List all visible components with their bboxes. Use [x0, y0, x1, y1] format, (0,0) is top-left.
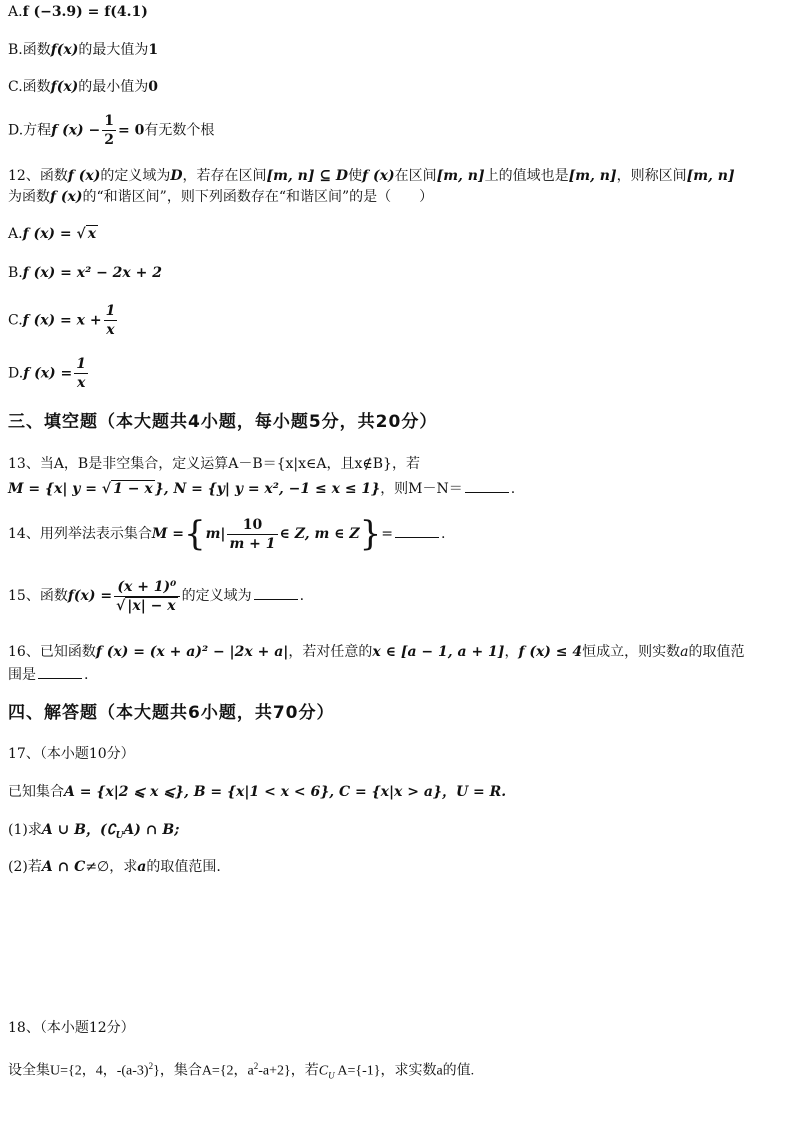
q17-part1	[8, 820, 179, 846]
option-label: C.函数	[8, 79, 51, 95]
numerator: 10	[242, 516, 263, 533]
q16-line1	[8, 642, 745, 662]
fraction	[74, 355, 88, 392]
q16-line2	[8, 664, 88, 685]
complement-symbol: C	[318, 1063, 329, 1079]
math-expression: M =	[151, 526, 184, 542]
sqrt-radicand: |x| − x	[127, 597, 176, 614]
option-text: 的最小值为	[78, 79, 149, 95]
q11-option-a	[8, 2, 148, 22]
section-3-heading: 三、填空题（本大题共4小题，每小题5分，共20分）	[8, 412, 438, 432]
sqrt-radicand: x	[87, 226, 97, 242]
math-expression: f (x) ≤ 4	[518, 644, 583, 660]
math-expression: f (x) =	[22, 226, 77, 242]
math-expression: = 0	[118, 122, 145, 139]
math-expression: f (x)	[67, 168, 101, 184]
q17-line1	[8, 782, 506, 802]
text: =	[381, 526, 394, 542]
q13-line1	[8, 454, 420, 474]
math-expression: f (x)	[50, 189, 83, 205]
text: 的“和谐区间”，则下列函数存在“和谐区间”的是（ ）	[82, 189, 434, 205]
text: ，若存在区间	[182, 168, 267, 184]
option-label: B.函数	[8, 42, 51, 58]
text: 15、函数	[8, 588, 68, 604]
q11-option-d	[8, 112, 214, 149]
denominator: x	[104, 320, 118, 339]
denominator: 2	[104, 132, 115, 148]
text: 的取值范围.	[146, 859, 221, 875]
text: 已知集合	[8, 784, 64, 800]
q12-option-a: A.f (x) = √ x	[8, 226, 97, 242]
text: 为函数	[8, 189, 50, 205]
math-expression: M = {x| y =	[8, 481, 102, 497]
q12-stem-line2	[8, 187, 433, 207]
math-value: 0	[148, 79, 159, 95]
q15-line	[8, 574, 304, 618]
math-expression: m|	[205, 526, 226, 542]
math-expression: f (x)	[362, 168, 395, 184]
fraction	[227, 516, 277, 553]
math-expression: f (x) =	[23, 365, 73, 382]
text: 上的值域也是	[484, 168, 569, 184]
sqrt-radicand: 1 − x	[113, 481, 153, 497]
q11-option-c	[8, 77, 158, 97]
math-expression: [m, n]	[436, 168, 485, 184]
option-label: A.	[8, 226, 23, 242]
text: 在区间	[394, 168, 437, 184]
math-expression: A = {x|2 ⩽ x ⩽}, B = {x|1 < x < 6}, C = {x|x > a}，U = R.	[64, 784, 507, 800]
math-expression: A) ∩ B;	[123, 822, 180, 838]
answer-blank[interactable]	[465, 478, 509, 493]
text: ，	[504, 644, 519, 660]
fraction	[104, 302, 118, 339]
text: ，若对任意的	[288, 644, 373, 660]
option-label: D.	[8, 365, 24, 382]
math-variable: a	[680, 644, 689, 660]
math-expression: D	[170, 168, 183, 184]
text: ，则称区间	[616, 168, 687, 184]
math-expression: f (x) = x² − 2x + 2	[22, 265, 162, 281]
text: .	[84, 667, 89, 683]
fraction	[102, 112, 116, 149]
answer-blank[interactable]	[254, 585, 298, 600]
text: 围是	[8, 667, 36, 683]
answer-blank[interactable]	[38, 664, 82, 679]
text: 设全集U={2，4，-(a-3)	[8, 1063, 149, 1079]
math-expression: ∈ Z, m ∈ Z	[279, 526, 360, 542]
section-4-heading: 四、解答题（本大题共6小题，共70分）	[8, 703, 335, 723]
q12-option-d	[8, 355, 90, 392]
option-label: A.	[8, 4, 23, 20]
math-expression: [m, n] ⊆ D	[266, 168, 349, 184]
text: 16、已知函数	[8, 644, 96, 660]
text: 14、用列举法表示集合	[8, 526, 152, 542]
denominator: m + 1	[229, 535, 276, 552]
text: -a+2}，若	[258, 1063, 319, 1079]
text: (2)若	[8, 859, 42, 875]
q12-option-c	[8, 302, 119, 339]
math-value: 1	[148, 42, 159, 58]
numerator: 1	[104, 113, 115, 129]
text: 的定义域为	[100, 168, 171, 184]
math-expression: f (−3.9) = f(4.1)	[22, 4, 148, 20]
option-label: B.	[8, 265, 23, 281]
option-text: 的最大值为	[78, 42, 149, 58]
text: 恒成立，则实数	[582, 644, 681, 660]
math-expression: f(x)	[50, 42, 79, 58]
denominator: x	[74, 373, 88, 392]
math-expression: [m, n]	[568, 168, 617, 184]
math-expression: f (x) −	[51, 122, 101, 139]
q14-line: 14、用列举法表示集合M ={m| $\frac{10}{m + 1}$ ∈ Z, m ∈ Z}= .	[8, 514, 446, 554]
subscript: U	[115, 830, 124, 841]
numerator: 1	[105, 303, 116, 319]
q17-part2	[8, 857, 221, 877]
option-label: C.	[8, 312, 23, 329]
q13-line2: M = {x| y = √ 1 − x }, N = {y| y = x², −1 ≤ x ≤ 1}，则M－N＝ .	[8, 478, 515, 499]
math-expression: f (x) = (x + a)² − |2x + a|	[95, 644, 289, 660]
math-expression: f(x) =	[67, 588, 113, 604]
numerator: (x + 1)⁰	[117, 578, 177, 595]
q18-title: 18、（本小题12分）	[8, 1020, 135, 1036]
fraction: $\frac{\text{(x + 1)⁰}}{√ |x| - x}$	[114, 578, 180, 615]
text: .	[510, 481, 516, 497]
math-expression: f(x)	[50, 79, 79, 95]
text: 使	[348, 168, 363, 184]
math-expression: A ∩ C	[41, 859, 86, 875]
text: ≠∅，求	[85, 859, 138, 875]
math-expression: x ∈ [a − 1, a + 1]	[372, 644, 505, 660]
option-text: 有无数个根	[144, 122, 215, 139]
text: }，集合A={2，a	[153, 1063, 254, 1079]
q18-line1	[8, 1056, 474, 1085]
superscript: 2	[253, 1061, 259, 1071]
text: 12、函数	[8, 168, 68, 184]
superscript: 2	[148, 1061, 154, 1071]
option-label: D.方程	[8, 122, 52, 139]
text: (1)求	[8, 822, 42, 838]
q11-option-b	[8, 40, 158, 60]
text: A={-1}，求实数a的值.	[334, 1063, 475, 1079]
q12-stem-line1	[8, 166, 735, 186]
text: .	[441, 526, 446, 542]
numerator: 1	[76, 356, 87, 372]
math-expression: A ∪ B，(∁	[41, 822, 116, 838]
text: 的定义域为	[181, 588, 252, 604]
math-expression: f (x) = x +	[22, 312, 102, 329]
math-expression: [m, n]	[686, 168, 735, 184]
text: 13、当A，B是非空集合，定义运算A－B＝{x|x∈A，且x∉B}，若	[8, 456, 420, 472]
text: ，则M－N＝	[380, 481, 463, 497]
math-variable: a	[137, 859, 147, 875]
text: .	[299, 588, 305, 604]
text: 的取值范	[688, 644, 745, 660]
answer-blank[interactable]	[395, 523, 439, 538]
q17-title: 17、（本小题10分）	[8, 746, 135, 762]
q12-option-b	[8, 263, 162, 283]
subscript: U	[328, 1070, 335, 1081]
math-expression: }, N = {y| y = x², −1 ≤ x ≤ 1}	[154, 481, 381, 497]
